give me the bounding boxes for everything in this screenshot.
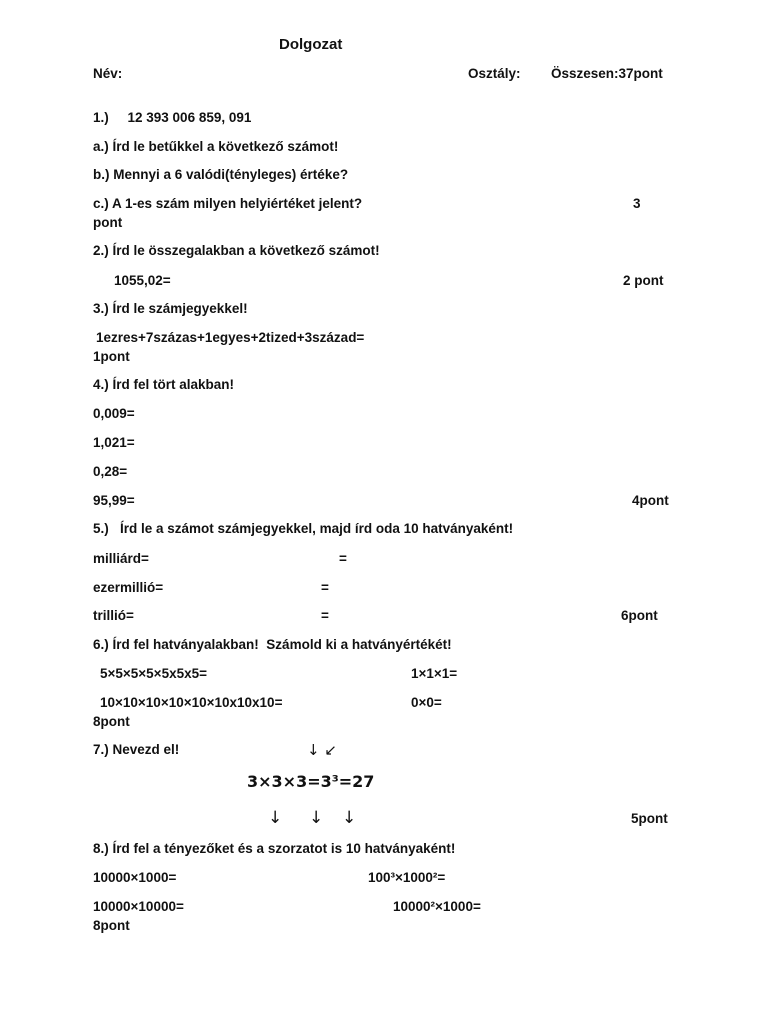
q8-left: 10000×10000= <box>93 899 184 914</box>
q5-row-eq: = <box>321 608 329 623</box>
q5-row-label: ezermillió= <box>93 580 164 595</box>
q4-item: 95,99= <box>93 493 135 508</box>
q2-expr: 1055,02= <box>114 273 171 288</box>
q5-row-label: milliárd= <box>93 551 149 566</box>
q3-expr: 1ezres+7százas+1egyes+2tized+3század= <box>96 330 365 345</box>
q6-right: 1×1×1= <box>411 666 458 681</box>
q8-right: 10000²×1000= <box>393 899 481 914</box>
arrow-down-icon: ↓ <box>342 808 357 828</box>
q1-a: a.) Írd le betűkkel a következő számot! <box>93 139 339 154</box>
q5-row-eq: = <box>339 551 347 566</box>
q4-item: 0,28= <box>93 464 128 479</box>
page-title: Dolgozat <box>279 36 343 53</box>
class-label: Osztály: <box>468 66 521 81</box>
q3-text: 3.) Írd le számjegyekkel! <box>93 301 248 316</box>
q8-left: 10000×1000= <box>93 870 177 885</box>
arrow-down-icon: ↓ <box>268 808 283 828</box>
q1-points-number: 3 <box>633 196 641 211</box>
q6-right: 0×0= <box>411 695 442 710</box>
q7-text: 7.) Nevezd el! <box>93 742 180 757</box>
q5-text: 5.) Írd le a számot számjegyekkel, majd írd oda 10 hatványaként! <box>93 521 514 536</box>
q5-points: 6pont <box>621 608 658 623</box>
q1-b: b.) Mennyi a 6 valódi(tényleges) értéke? <box>93 167 349 182</box>
q2-points: 2 pont <box>623 273 664 288</box>
q8-right: 100³×1000²= <box>368 870 446 885</box>
q1-number: 1.) 12 393 006 859, 091 <box>93 110 252 125</box>
arrow-down-icon: ↓ ↙ <box>307 741 337 759</box>
name-label: Név: <box>93 66 123 81</box>
q6-text: 6.) Írd fel hatványalakban! Számold ki a hatványértékét! <box>93 637 452 652</box>
q4-item: 1,021= <box>93 435 135 450</box>
q5-row-eq: = <box>321 580 329 595</box>
q6-left: 10×10×10×10×10×10x10x10= <box>100 695 283 710</box>
q4-points: 4pont <box>632 493 669 508</box>
q6-left: 5×5×5×5×5x5x5= <box>100 666 207 681</box>
q3-points: 1pont <box>93 349 130 364</box>
q8-points: 8pont <box>93 918 130 933</box>
q7-expr: 3×3×3=3³=27 <box>247 772 375 791</box>
q4-item: 0,009= <box>93 406 135 421</box>
q6-points: 8pont <box>93 714 130 729</box>
q4-text: 4.) Írd fel tört alakban! <box>93 377 235 392</box>
q1-points-unit: pont <box>93 215 123 230</box>
q2-text: 2.) Írd le összegalakban a következő számot! <box>93 243 380 258</box>
q1-c: c.) A 1-es szám milyen helyiértéket jelent? <box>93 196 363 211</box>
arrow-down-icon: ↓ <box>309 808 324 828</box>
q8-text: 8.) Írd fel a tényezőket és a szorzatot is 10 hatványaként! <box>93 841 456 856</box>
q7-points: 5pont <box>631 811 668 826</box>
q5-row-label: trillió= <box>93 608 134 623</box>
total-points: Összesen:37pont <box>551 66 663 81</box>
